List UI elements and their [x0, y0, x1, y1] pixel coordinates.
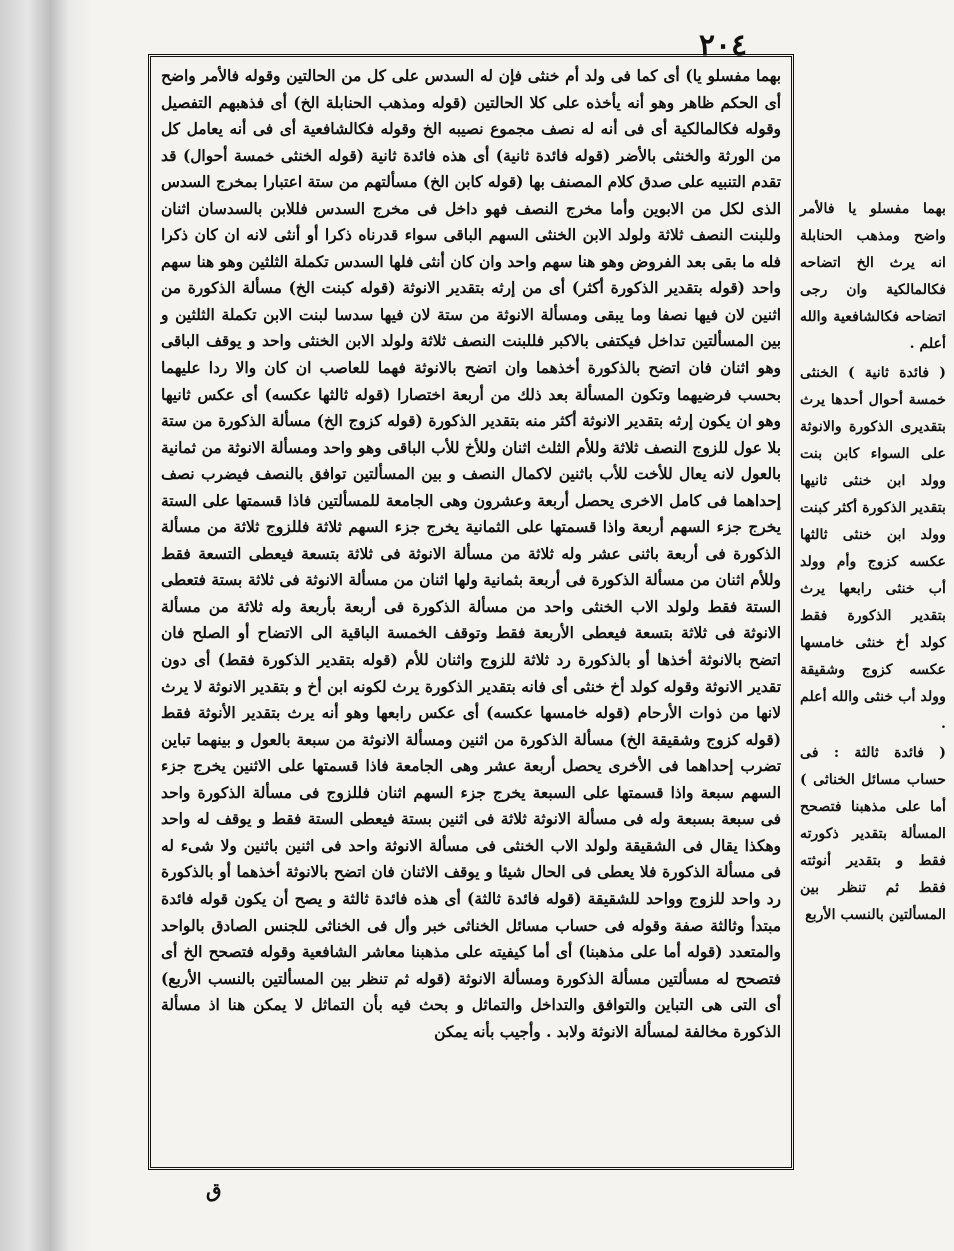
page-number: ٢٠٤	[698, 28, 748, 63]
book-binding-edge	[0, 0, 92, 1251]
margin-note-paragraph-3: ( فائدة ثالثة : فى حساب مسائل الخناثى ) أما على مذهبنا فتصحح المسألة بتقدير ذكورته فقط و بتقدير أنوثته فقط ثم تنظر بين المسألتين بالنسب الأربع	[800, 745, 946, 923]
margin-note-paragraph-1: بهما مفسلو يا فالأمر واضح ومذهب الحنابلة انه يرث الخ اتضاحه فكالمالكية وان رجى اتضاحه فكالشافعية والله أعلم .	[800, 201, 946, 352]
main-text-paragraph: بهما مفسلو يا) أى كما فى ولد أم خنثى فإن له السدس على كل من الحالتين وقوله فالأمر واضح أى الحكم ظاهر وهو أنه يأخذه على كلا الحالتين (قوله ومذهب الحنابلة الخ) أى فذهبهم التفصيل وقوله فكالمالكية أى فى أنه له نصف مجموع نصيبه الخ وقوله فكالشافعية أى فى أنه يعامل كل من الورثة والخنثى بالأضر (قوله فائدة ثانية) أى هذه فائدة ثانية (قوله الخنثى خمسة أحوال) قد تقدم التنبيه على صدق كلام المصنف بها (قوله كابن الخ) مسألتهم من ستة اعتبارا بمخرج السدس الذى لكل من الابوين وأما مخرج النصف فهو داخل فى مخرج السدس فللابن بالسدسان اثنان وللبنت النصف ثلاثة ولولد الابن الخنثى السهم الباقى سواء قدرناه ذكرا أو أنثى لانه ان كان ذكرا فله ما بقى بعد الفروض وهو هنا سهم واحد وان كان أنثى فلها السدس تكملة الثلثين وهو هنا سهم واحد (قوله بتقدير الذكورة أكثر) أى من إرثه بتقدير الانوثة (قوله كبنت الخ) مسألة الذكورة من اثنين لان فيها نصفا وما يبقى ومسألة الانوثة من ستة لان فيها سدسا لبنت الابن تكملة الثلثين و بين المسألتين تداخل فيكتفى بالاكبر فللبنت النصف ثلاثة ولولد الابن الخنثى واحد و يوقف الباقى وهو اثنان فان اتضح بالذكورة أخذهما وان اتضح بالانوثة فهما للعاصب ان كان والا ردا عليهما بحسب فرضيهما وتكون المسألة بعد ذلك من أربعة اختصارا (قوله ثالثها عكسه) أى عكس ثانيها وهو ان يكون إرثه بتقدير الانوثة أكثر منه بتقدير الذكورة (قوله كزوج الخ) مسألة الذكورة من ستة بلا عول للزوج النصف ثلاثة وللأم الثلث اثنان وللأخ للأب الباقى وهو واحد ومسألة الانوثة من ثمانية بالعول لانه يعال للأخت للأب باثنين لاكمال النصف و بين المسألتين توافق بالنصف فيضرب نصف إحداهما فى كامل الاخرى يحصل أربعة وعشرون وهى الجامعة للمسألتين فاذا قسمتها على الستة يخرج جزء السهم أربعة واذا قسمتها على الثمانية يخرج جزء السهم ثلاثة فللزوج ثلاثة من مسألة الذكورة فى أربعة باثنى عشر وله ثلاثة من مسألة الانوثة فى ثلاثة بتسعة فيعطى التسعة فقط وللأم اثنان من مسألة الذكورة فى أربعة بثمانية ولها اثنان من مسألة الانوثة فى ثلاثة بستة فتعطى الستة فقط ولولد الاب الخنثى واحد من مسألة الذكورة فى أربعة بأربعة وله ثلاثة من مسألة الانوثة فى ثلاثة بتسعة فيعطى الأربعة فقط وتوقف الخمسة الباقية الى الاتضاح أو الصلح فان اتضح بالانوثة أخذها أو بالذكورة رد ثلاثة للزوج واثنان للأم (قوله بتقدير الذكورة فقط) أى دون تقدير الانوثة وقوله كولد أخ خنثى أى فانه بتقدير الذكورة يرث لكونه ابن أخ و بتقدير الانوثة لا يرث لانها من ذوات الأرحام (قوله خامسها عكسه) أى عكس رابعها وهو أنه يرث بتقدير الأنوثة فقط (قوله كزوج وشقيقة الخ) مسألة الذكورة من اثنين ومسألة الانوثة من سبعة بالعول و بينهما تباين تضرب إحداهما فى الأخرى يحصل أربعة عشر وهى الجامعة فاذا قسمتها على الاثنين يخرج جزء السهم سبعة واذا قسمتها على السبعة يخرج جزء السهم اثنان فللزوج فى مسألة الذكورة واحد فى سبعة بسبعة وله فى مسألة الانوثة ثلاثة فى اثنين بستة فيعطى الستة فقط و يوقف له واحد وهكذا يقال فى الشقيقة ولولد الاب الخنثى فى مسألة الانوثة واحد فى اثنين باثنين ولا شىء له فى مسألة الذكورة فلا يعطى فى الحال شيئا و يوقف الاثنان فان اتضح بالانوثة أخذهما أو بالذكورة رد واحد للزوج وواحد للشقيقة (قوله فائدة ثالثة) أى هذه فائدة ثالثة و يصح أن يكون قوله فائدة مبتدأ وثالثة صفة وقوله فى حساب مسائل الخناثى خبر وأل فى الخناثى للجنس الصادق بالواحد والمتعدد (قوله أما على مذهبنا) أى أما كيفيته على مذهبنا معاشر الشافعية وقوله فتصحح الخ أى فتصحح له مسألتين مسألة الذكورة ومسألة الانوثة (قوله ثم تنظر بين المسألتين بالنسب الأربع) أى التى هى التباين والتوافق والتداخل والتماثل و بحث فيه بأن التماثل لا يمكن هنا اذ مسألة الذكورة مخالفة لمسألة الانوثة ولابد . وأجيب بأنه يمكن	[161, 67, 781, 1041]
signature-mark: ق	[206, 1178, 222, 1202]
margin-note	[800, 196, 946, 931]
margin-note-paragraph-2: ( فائدة ثانية ) الخنثى خمسة أحوال أحدها يرث بتقديرى الذكورة والانوثة على السواء كابن بنت وولد ابن خنثى ثانيها بتقدير الذكورة أكثر كبنت وولد ابن خنثى ثالثها عكسه كزوج وأم وولد أب خنثى رابعها يرث بتقدير الذكورة فقط كولد أخ خنثى خامسها عكسه كزوج وشقيقة وولد أب خنثى والله أعلم .	[800, 365, 946, 732]
main-text-body	[161, 63, 781, 1045]
main-text-frame	[148, 54, 794, 1170]
